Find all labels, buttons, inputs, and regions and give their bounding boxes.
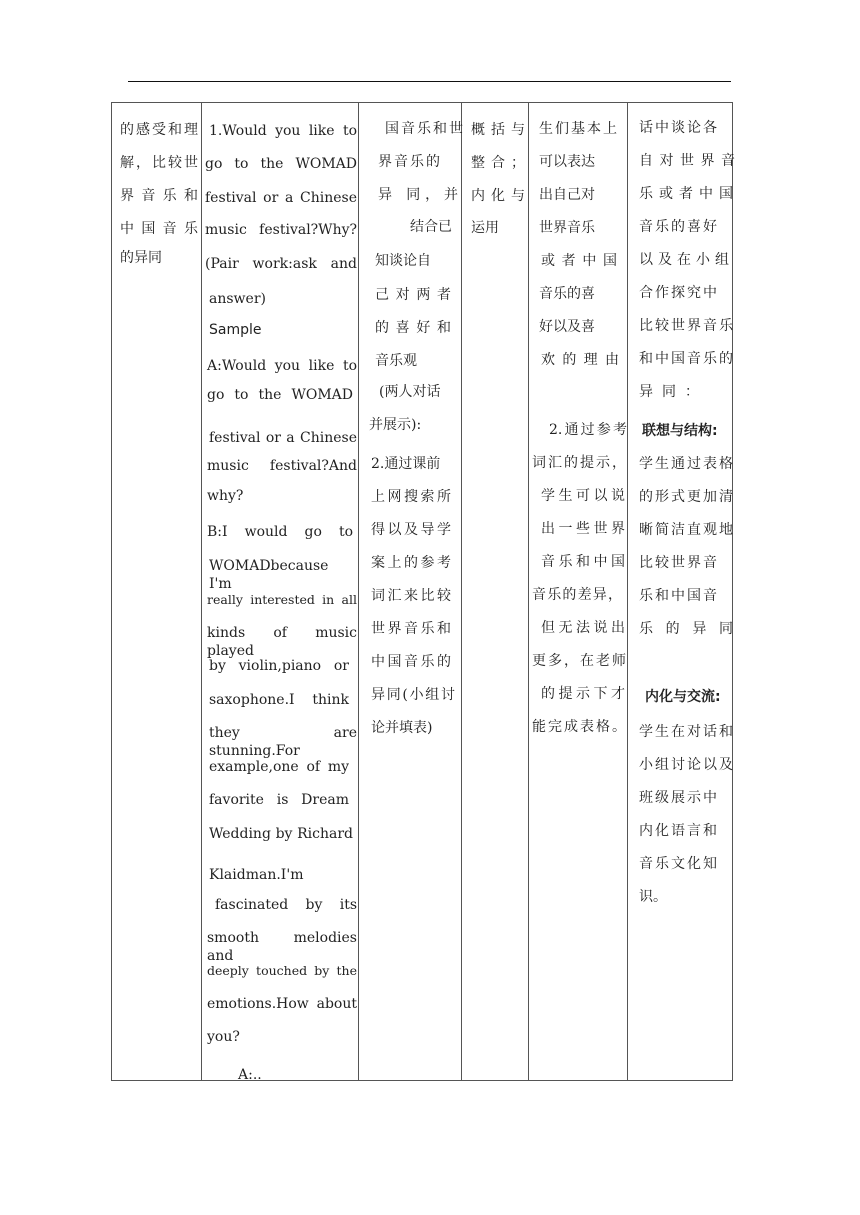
cell-text-line: 学生可以说: [541, 488, 625, 504]
expected-outcome-cell: [529, 103, 628, 1080]
cell-text-line: 词汇来比较: [371, 588, 451, 604]
cell-text-line: 学生在对话和: [639, 724, 733, 740]
cell-text-line: 音乐的差异，: [532, 587, 622, 603]
cell-text-line: 乐 的 异 同: [639, 621, 733, 637]
cell-text-line: 异 同 ：: [639, 384, 699, 400]
cell-text-line: 自 对 世 界 音: [639, 153, 735, 169]
cell-text-line: 世界音乐: [539, 220, 595, 236]
cell-text-line: go to the WOMAD: [205, 156, 357, 172]
cell-text-line: (Pair work:ask and: [205, 256, 357, 272]
cell-text-line: 更多，在老师: [532, 653, 626, 669]
cell-text-line: really interested in all: [207, 592, 357, 607]
cell-text-line: 的形式更加清: [639, 489, 733, 505]
cell-text-line: 出自己对: [539, 187, 595, 203]
cell-text-line: 结合已: [410, 219, 452, 235]
cell-text-line: 识。: [639, 889, 667, 905]
cell-text-line: deeply touched by the: [207, 963, 357, 978]
cell-text-line: 知谈论自: [375, 253, 431, 269]
cell-text-line: Klaidman.I'm: [209, 867, 304, 883]
cell-text-line: 音乐观: [375, 353, 417, 369]
cell-text-line: 内 化 与: [471, 188, 525, 204]
cell-text-line: 得以及导学: [371, 522, 451, 538]
cell-text-line: festival or a Chinese: [205, 190, 357, 206]
cell-text-line: go to the WOMAD: [207, 387, 353, 403]
cell-text-line: you?: [207, 1029, 240, 1045]
cell-text-line: WOMADbecause I'm: [209, 558, 329, 592]
cell-text-line: 解，比较世: [120, 155, 198, 171]
cell-text-line: answer): [209, 291, 266, 307]
cell-text-line: music festival?And: [207, 458, 357, 474]
cell-text-line: why?: [207, 488, 244, 504]
cell-text-line: 音乐文化知: [639, 856, 717, 872]
cell-text-line: kinds of music played: [207, 625, 357, 659]
cell-text-line: 上网搜索所: [371, 489, 451, 505]
cell-text-line: 生们基本上: [539, 121, 617, 137]
cell-text-line: 异同(小组讨: [371, 687, 455, 703]
cell-text-line: A:..: [238, 1067, 262, 1083]
cell-text-line: 界 音 乐 和: [120, 188, 198, 204]
cell-text-line: 的感受和理: [120, 122, 198, 138]
cell-text-line: 音乐的喜: [539, 286, 595, 302]
cell-text-line: smooth melodies and: [207, 930, 357, 964]
cell-text-line: Wedding by Richard: [209, 826, 353, 842]
cell-text-line: 但无法说出: [541, 620, 625, 636]
cell-text-line: 能完成表格。: [532, 719, 626, 735]
cell-text-line: they are stunning.For: [209, 725, 357, 759]
page-header-rule: [128, 81, 731, 82]
cell-text-line: 音乐和中国: [541, 554, 625, 570]
cell-text-line: 音乐的喜好: [639, 219, 717, 235]
cell-text-line: 比较世界音: [639, 555, 717, 571]
cell-text-line: 整 合 ；: [471, 155, 525, 171]
cell-text-line: 中国音乐的: [371, 654, 451, 670]
cell-text-line: 比较世界音乐: [639, 318, 733, 334]
cell-text-line: 晰简洁直观地: [639, 522, 733, 538]
design-intent-cell: [628, 103, 734, 1080]
activity-cell: [202, 103, 359, 1083]
cell-text-line: 学生通过表格: [639, 456, 733, 472]
cell-text-line: 或 者 中 国: [541, 253, 617, 269]
cell-text-line: 概 括 与: [471, 122, 525, 138]
cell-text-line: favorite is Dream: [209, 792, 349, 808]
cell-text-line: music festival?Why?: [205, 222, 357, 238]
cell-text-line: 国音乐和世: [385, 121, 463, 137]
cell-text-line: 出一些世界: [541, 521, 625, 537]
cell-text-line: festival or a Chinese: [209, 430, 357, 446]
cell-text-line: 论并填表): [371, 720, 433, 736]
cell-text-line: 中 国 音 乐: [120, 221, 198, 237]
cell-text-line: 班级展示中: [639, 790, 717, 806]
cell-text-line: 世界音乐和: [371, 621, 451, 637]
cell-text-line: B:I would go to: [207, 524, 353, 540]
cell-text-line: example,one of my: [209, 759, 349, 775]
cell-text-line: 好以及喜: [539, 319, 595, 335]
cell-text-line: 小组讨论以及: [639, 757, 733, 773]
cell-text-line: 乐或者中国: [639, 186, 733, 202]
purpose-cell: [462, 103, 529, 1080]
procedure-cell: [359, 103, 462, 1080]
cell-text-line: 可以表达: [539, 154, 595, 170]
cell-text-line: fascinated by its: [215, 897, 357, 913]
cell-text-line: 并展示):: [369, 417, 422, 433]
cell-text-line: 1.Would you like to: [209, 123, 357, 139]
cell-text-line: 内化语言和: [639, 823, 717, 839]
cell-text-line: (两人对话: [379, 384, 441, 400]
cell-text-line: 欢 的 理 由: [541, 352, 619, 368]
cell-text-line: saxophone.I think: [209, 692, 349, 708]
cell-text-line: 2.通过课前: [371, 456, 441, 472]
cell-text-line: 的 喜 好 和: [375, 320, 451, 336]
cell-text-line: 己 对 两 者: [375, 287, 451, 303]
cell-text-line: 内化与交流:: [645, 689, 721, 705]
stage-cell: [112, 103, 202, 1080]
cell-text-line: 话中谈论各: [639, 120, 717, 136]
cell-text-line: 乐和中国音: [639, 588, 717, 604]
cell-text-line: 异 同，并: [378, 187, 458, 203]
cell-text-line: by violin,piano or: [209, 658, 349, 674]
cell-text-line: 2.通过参考: [549, 422, 627, 438]
cell-text-line: 和中国音乐的: [639, 351, 733, 367]
lesson-plan-table: [111, 102, 733, 1081]
cell-text-line: 的异同: [120, 250, 162, 266]
cell-text-line: emotions.How about: [207, 996, 357, 1012]
cell-text-line: 运用: [471, 220, 499, 236]
cell-text-line: 合作探究中: [639, 285, 717, 301]
cell-text-line: Sample: [209, 322, 262, 338]
cell-text-line: 界音乐的: [378, 154, 440, 170]
cell-text-line: 词汇的提示，: [532, 455, 626, 471]
cell-text-line: 案上的参考: [371, 555, 451, 571]
cell-text-line: 联想与结构:: [642, 423, 718, 439]
cell-text-line: 以 及 在 小 组: [639, 252, 729, 268]
cell-text-line: 的提示下才: [541, 686, 625, 702]
cell-text-line: A:Would you like to: [207, 358, 357, 374]
